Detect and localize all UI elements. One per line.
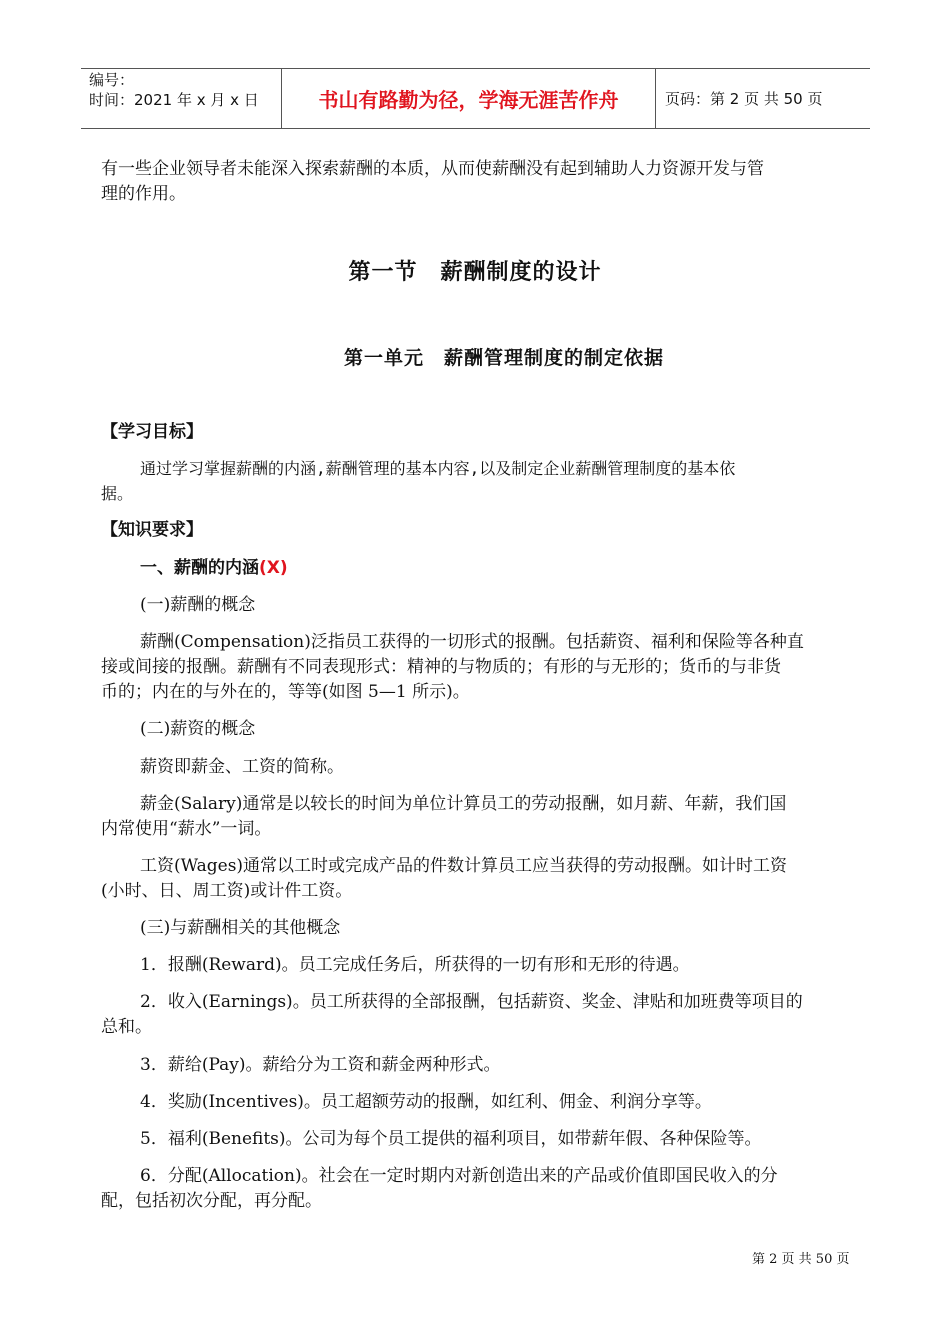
p4-line-1: 工资(Wages)通常以工时或完成产品的件数计算员工应当获得的劳动报酬。如计时工资 (140, 856, 788, 876)
sub3: (三)与薪酬相关的其他概念 (140, 918, 341, 938)
concept-2-line-2: 总和。 (101, 1017, 152, 1037)
sub1: (一)薪酬的概念 (140, 595, 256, 615)
p3-line-1: 薪金(Salary)通常是以较长的时间为单位计算员工的劳动报酬，如月薪、年薪，我们国 (140, 794, 787, 814)
section-title: 第一节 薪酬制度的设计 (348, 260, 602, 285)
concept-3: 3．薪给(Pay)。薪给分为工资和薪金两种形式。 (140, 1055, 501, 1075)
page-footer: 第 2 页 共 50 页 (752, 1252, 850, 1267)
p4-line-2: (小时、日、周工资)或计件工资。 (101, 881, 353, 901)
concept-5: 5．福利(Benefits)。公司为每个员工提供的福利项目，如带薪年假、各种保险等。 (140, 1129, 762, 1149)
time-label: 时间：2021 年 x 月 x 日 (89, 91, 259, 109)
concept-4: 4．奖励(Incentives)。员工超额劳动的报酬，如红利、佣金、利润分享等。 (140, 1092, 712, 1112)
goal-line-1: 通过学习掌握薪酬的内涵,薪酬管理的基本内容,以及制定企业薪酬管理制度的基本依 (140, 459, 736, 478)
header-page-label: 页码：第 2 页 共 50 页 (665, 90, 823, 108)
p3-line-2: 内常使用“薪水”一词。 (101, 819, 272, 839)
number-label: 编号： (89, 71, 135, 89)
p1-line-3: 币的；内在的与外在的，等等(如图 5—1 所示)。 (101, 682, 470, 702)
sub2: (二)薪资的概念 (140, 719, 256, 739)
requirements-heading: 【知识要求】 (101, 520, 203, 540)
intro-line-1: 有一些企业领导者未能深入探索薪酬的本质，从而使薪酬没有起到辅助人力资源开发与管 (101, 159, 764, 179)
header-motto: 书山有路勤为径，学海无涯苦作舟 (282, 69, 656, 128)
item1-title (140, 556, 288, 581)
p2: 薪资即薪金、工资的简称。 (140, 757, 344, 777)
p1-line-1: 薪酬(Compensation)泛指员工获得的一切形式的报酬。包括薪资、福利和保险等各种直 (140, 632, 804, 652)
concept-6-line-1: 6．分配(Allocation)。社会在一定时期内对新创造出来的产品或价值即国民收入的分 (140, 1166, 778, 1186)
goal-line-2: 据。 (101, 484, 134, 503)
page-header (81, 68, 870, 129)
concept-6-line-2: 配，包括初次分配，再分配。 (101, 1191, 322, 1211)
header-meta (81, 69, 282, 128)
intro-line-2: 理的作用。 (101, 184, 186, 204)
concept-1: 1．报酬(Reward)。员工完成任务后，所获得的一切有形和无形的待遇。 (140, 955, 690, 975)
p1-line-2: 接或间接的报酬。薪酬有不同表现形式：精神的与物质的；有形的与无形的；货币的与非货 (101, 657, 781, 677)
concept-2-line-1: 2．收入(Earnings)。员工所获得的全部报酬，包括薪资、奖金、津贴和加班费等项目的 (140, 992, 803, 1012)
item1-title-text: 一、薪酬的内涵 (140, 558, 259, 578)
item1-mark: (X) (259, 558, 288, 578)
goal-heading: 【学习目标】 (101, 422, 203, 442)
unit-title: 第一单元 薪酬管理制度的制定依据 (343, 347, 664, 369)
